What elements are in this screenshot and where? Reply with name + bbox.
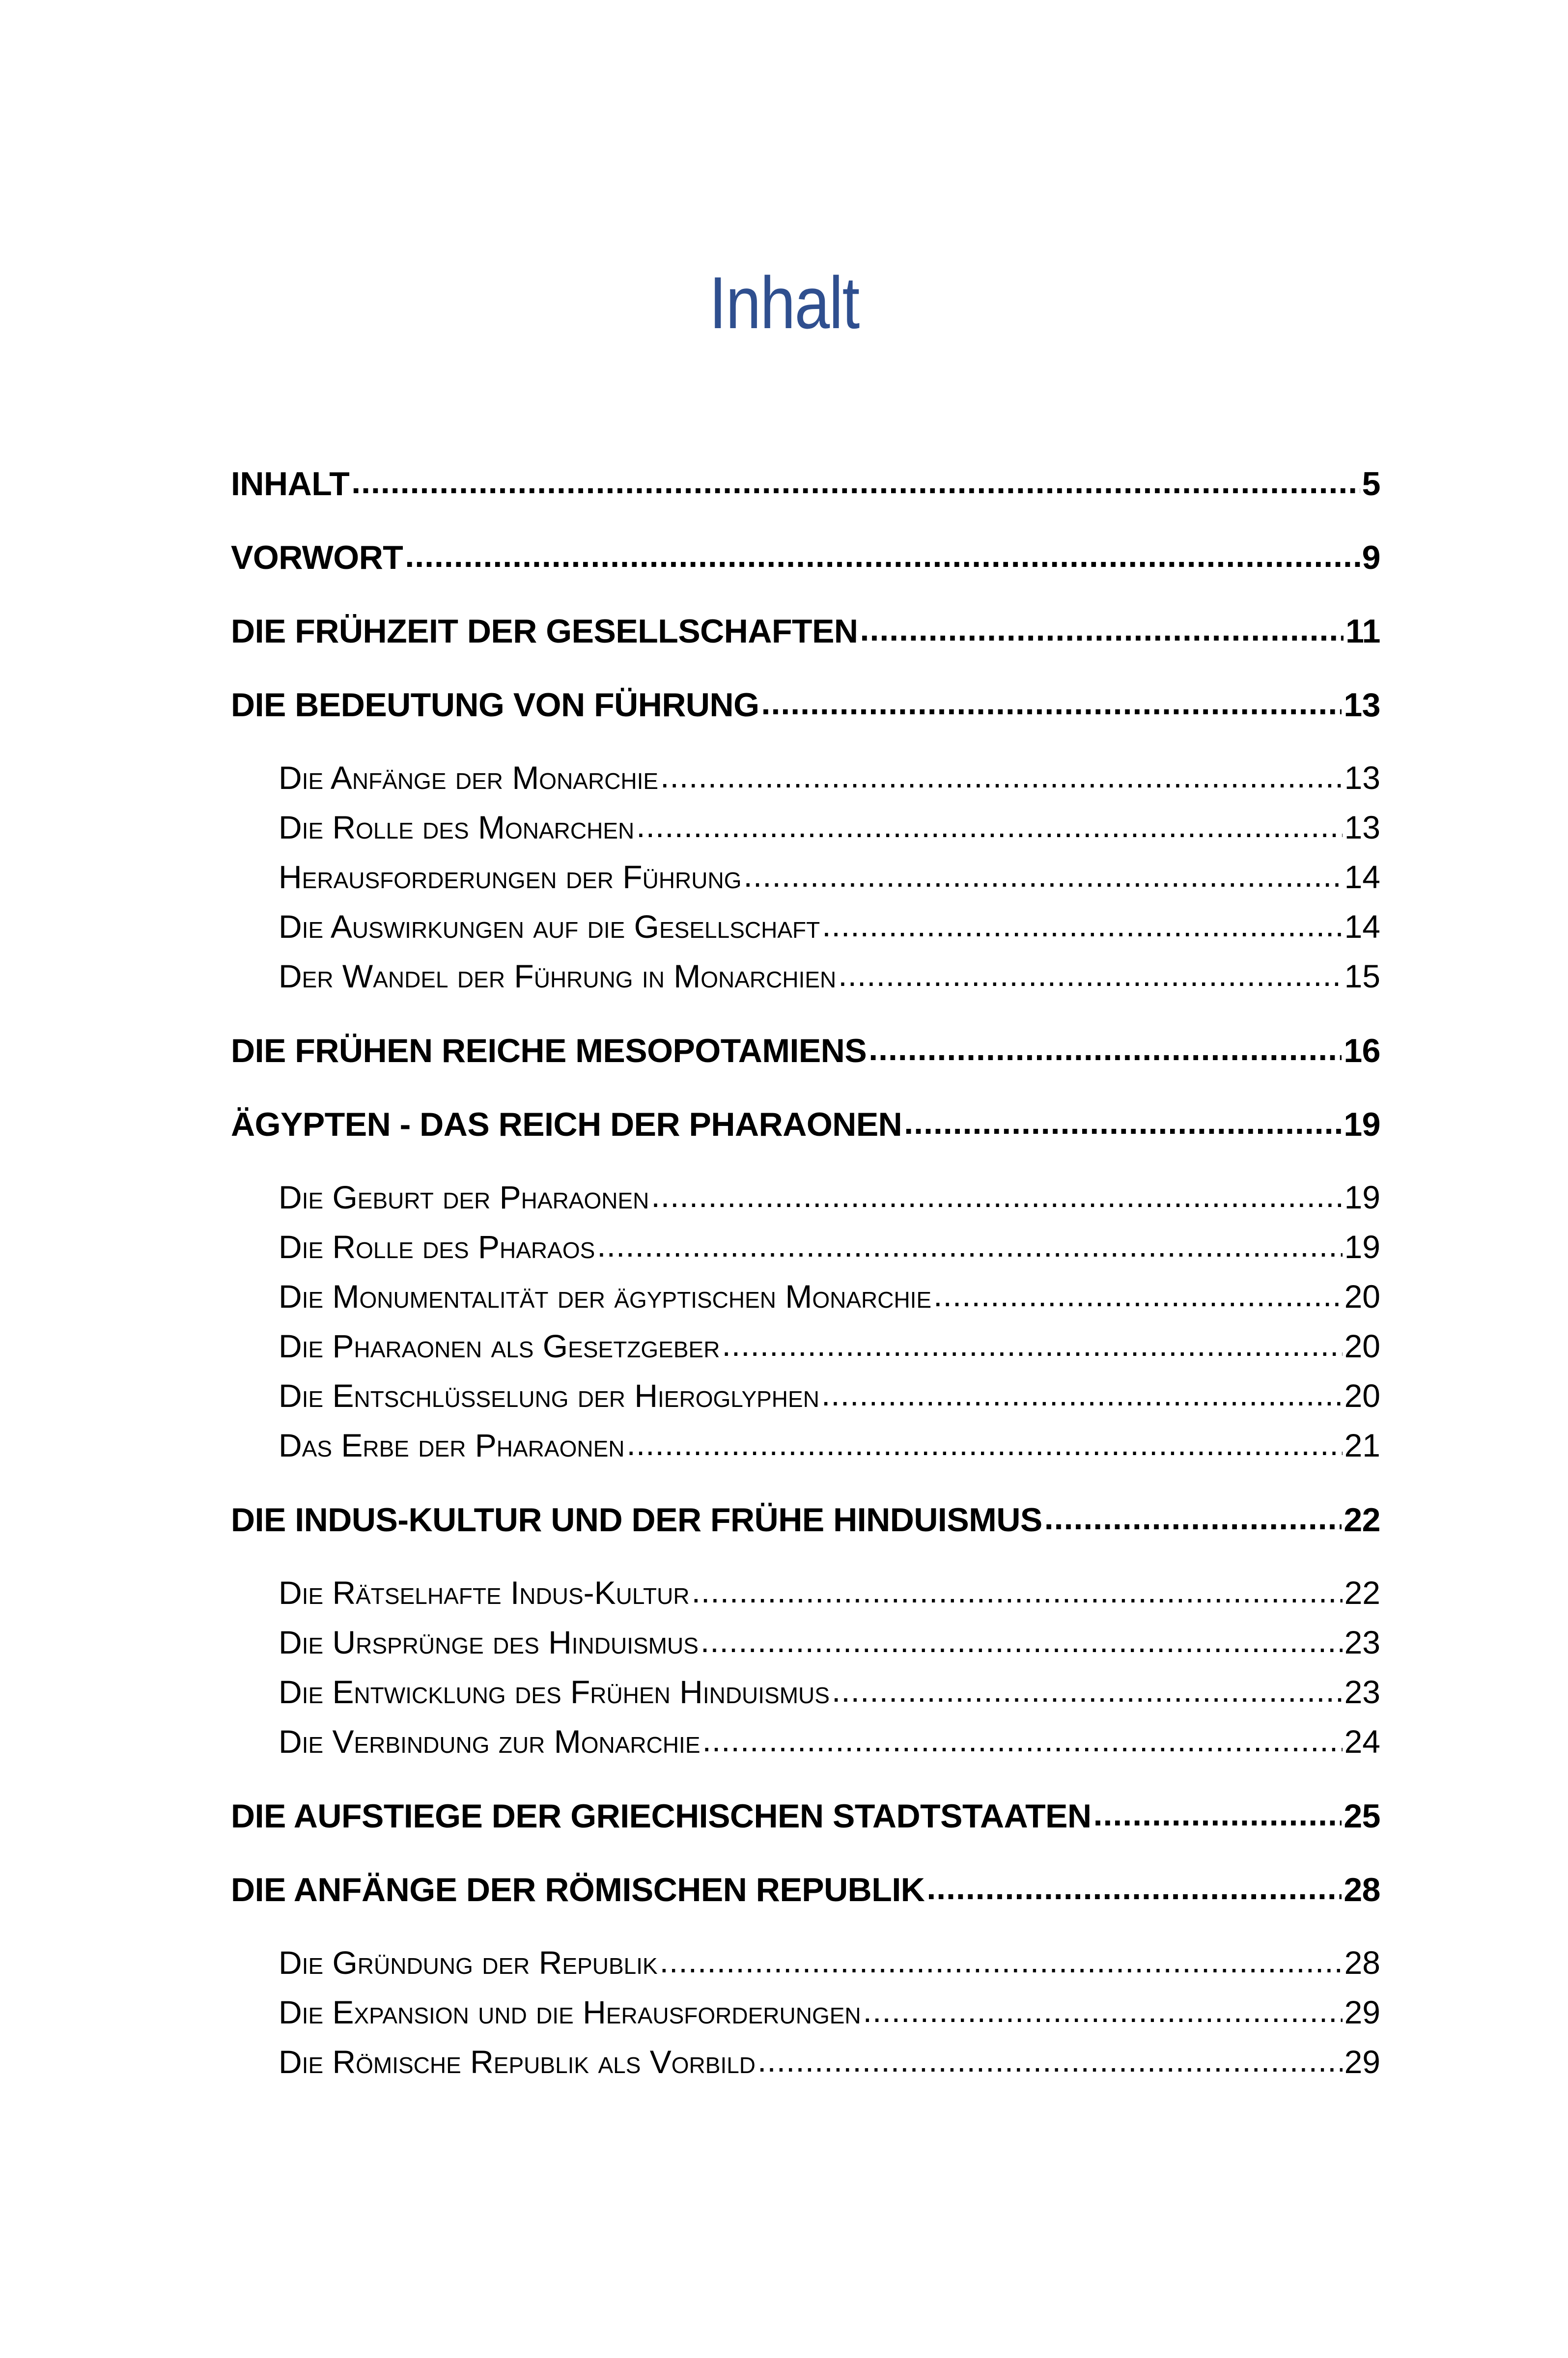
toc-subentry-page: 14 bbox=[1344, 908, 1380, 945]
toc-entry-label: DIE ANFÄNGE DER RÖMISCHEN REPUBLIK bbox=[231, 1871, 925, 1909]
toc-subentry-label: Die Expansion und die Herausforderungen bbox=[279, 1994, 861, 2030]
toc-subentry-page: 20 bbox=[1344, 1278, 1380, 1315]
dot-leader bbox=[692, 1572, 1343, 1604]
toc-entry-page: 11 bbox=[1345, 613, 1380, 650]
dot-leader bbox=[627, 1424, 1343, 1457]
toc-subentry-label: Die Pharaonen als Gesetzgeber bbox=[279, 1328, 720, 1364]
toc-entry[interactable] bbox=[231, 683, 1380, 724]
toc-subentry-page: 21 bbox=[1344, 1427, 1380, 1463]
toc-subentry-label: Die Entwicklung des Frühen Hinduismus bbox=[279, 1674, 830, 1710]
dot-leader bbox=[660, 1941, 1343, 1974]
toc-entry-label: INHALT bbox=[231, 465, 350, 503]
toc-subentry-label: Die Verbindung zur Monarchie bbox=[279, 1723, 700, 1760]
toc-subentry-page: 20 bbox=[1344, 1377, 1380, 1414]
dot-leader bbox=[933, 1275, 1342, 1308]
toc-subentry[interactable] bbox=[279, 955, 1380, 995]
toc-subentry-label: Die Ursprünge des Hinduismus bbox=[279, 1624, 699, 1660]
toc-entry[interactable] bbox=[231, 1868, 1380, 1909]
dot-leader bbox=[1093, 1794, 1342, 1827]
toc-subentry-label: Die Rolle des Monarchen bbox=[279, 809, 635, 845]
toc-entry-label: DIE AUFSTIEGE DER GRIECHISCHEN STADTSTAATEN bbox=[231, 1797, 1092, 1835]
dot-leader bbox=[757, 2041, 1343, 2073]
dot-leader bbox=[868, 1029, 1342, 1062]
toc-subentry-page: 29 bbox=[1344, 2044, 1380, 2080]
toc-subentry-label: Die Auswirkungen auf die Gesellschaft bbox=[279, 908, 820, 945]
toc-subentry-label: Der Wandel der Führung in Monarchien bbox=[279, 958, 837, 994]
toc-entry[interactable] bbox=[231, 1102, 1380, 1144]
toc-subentry[interactable] bbox=[279, 1325, 1380, 1365]
toc-subentry[interactable] bbox=[279, 1621, 1380, 1661]
dot-leader bbox=[405, 535, 1360, 569]
toc-entry-label: DIE INDUS-KULTUR UND DER FRÜHE HINDUISMUS bbox=[231, 1501, 1042, 1539]
toc-subentry-label: Die Römische Republik als Vorbild bbox=[279, 2044, 756, 2080]
toc-entry[interactable] bbox=[231, 1498, 1380, 1539]
toc-subentry[interactable] bbox=[279, 2041, 1380, 2080]
toc-subentry-page: 20 bbox=[1344, 1328, 1380, 1364]
toc-subentry[interactable] bbox=[279, 1572, 1380, 1611]
toc-subentry[interactable] bbox=[279, 856, 1380, 896]
dot-leader bbox=[761, 683, 1342, 716]
toc-subentry-page: 19 bbox=[1344, 1179, 1380, 1215]
toc-subentry-page: 28 bbox=[1344, 1944, 1380, 1981]
toc-entry-label: ÄGYPTEN - DAS REICH DER PHARAONEN bbox=[231, 1106, 902, 1143]
toc-subentry-label: Die Rolle des Pharaos bbox=[279, 1229, 595, 1265]
dot-leader bbox=[651, 1176, 1342, 1208]
dot-leader bbox=[660, 757, 1342, 789]
toc-subentry[interactable] bbox=[279, 905, 1380, 945]
toc-entry-page: 16 bbox=[1344, 1032, 1380, 1069]
toc-subentry-label: Das Erbe der Pharaonen bbox=[279, 1427, 625, 1463]
toc-entry-label: VORWORT bbox=[231, 539, 403, 576]
toc-subentry-label: Die Rätselhafte Indus-Kultur bbox=[279, 1574, 690, 1611]
dot-leader bbox=[926, 1868, 1342, 1901]
toc-subentry[interactable] bbox=[279, 1941, 1380, 1981]
toc-subentry-label: Die Entschlüsselung der Hieroglyphen bbox=[279, 1377, 819, 1414]
toc-subentry-page: 19 bbox=[1344, 1229, 1380, 1265]
toc-subentry[interactable] bbox=[279, 1991, 1380, 2031]
dot-leader bbox=[838, 955, 1342, 987]
toc-subentry-page: 23 bbox=[1344, 1674, 1380, 1710]
toc-entry-label: DIE BEDEUTUNG VON FÜHRUNG bbox=[231, 686, 759, 724]
toc-subentry[interactable] bbox=[279, 806, 1380, 846]
dot-leader bbox=[597, 1226, 1342, 1258]
toc-subentry[interactable] bbox=[279, 1226, 1380, 1265]
toc-subentry[interactable] bbox=[279, 1176, 1380, 1216]
dot-leader bbox=[743, 856, 1342, 888]
toc-subentry-page: 15 bbox=[1344, 958, 1380, 994]
toc-subentry[interactable] bbox=[279, 1424, 1380, 1464]
dot-leader bbox=[821, 1375, 1343, 1407]
toc-subentry-page: 23 bbox=[1344, 1624, 1380, 1660]
dot-leader bbox=[702, 1720, 1343, 1753]
toc-entry-page: 22 bbox=[1344, 1501, 1380, 1539]
page-title: Inhalt bbox=[709, 261, 859, 344]
dot-leader bbox=[863, 1991, 1343, 2023]
toc-entry-page: 25 bbox=[1344, 1797, 1380, 1835]
toc-entry[interactable] bbox=[231, 1794, 1380, 1835]
toc-entry[interactable] bbox=[231, 462, 1380, 503]
dot-leader bbox=[636, 806, 1342, 839]
toc-subentry-page: 14 bbox=[1344, 859, 1380, 895]
dot-leader bbox=[700, 1621, 1343, 1654]
toc-entry[interactable] bbox=[231, 609, 1380, 650]
toc-subentry[interactable] bbox=[279, 1275, 1380, 1315]
toc-subentry-label: Die Monumentalität der ägyptischen Monarchie bbox=[279, 1278, 932, 1315]
dot-leader bbox=[351, 462, 1360, 495]
toc-subentry-page: 13 bbox=[1344, 809, 1380, 845]
dot-leader bbox=[822, 905, 1342, 938]
toc-entry[interactable] bbox=[231, 535, 1380, 577]
toc-subentry[interactable] bbox=[279, 1671, 1380, 1711]
toc-entry-label: DIE FRÜHEN REICHE MESOPOTAMIENS bbox=[231, 1032, 867, 1069]
toc-entry-page: 28 bbox=[1344, 1871, 1380, 1909]
toc-subentry-label: Herausforderungen der Führung bbox=[279, 859, 742, 895]
toc-subentry[interactable] bbox=[279, 1375, 1380, 1414]
toc-entry-page: 13 bbox=[1344, 686, 1380, 724]
toc-subentry-page: 22 bbox=[1344, 1574, 1380, 1611]
toc-entry-label: DIE FRÜHZEIT DER GESELLSCHAFTEN bbox=[231, 613, 858, 650]
toc-subentry[interactable] bbox=[279, 757, 1380, 796]
dot-leader bbox=[832, 1671, 1343, 1703]
toc-entry-page: 5 bbox=[1362, 465, 1380, 503]
toc-subentry-page: 29 bbox=[1344, 1994, 1380, 2030]
dot-leader bbox=[722, 1325, 1342, 1357]
dot-leader bbox=[860, 609, 1344, 643]
toc-subentry-label: Die Geburt der Pharaonen bbox=[279, 1179, 649, 1215]
dot-leader bbox=[1044, 1498, 1342, 1531]
toc-subentry-label: Die Anfänge der Monarchie bbox=[279, 759, 659, 796]
toc-entry-page: 19 bbox=[1344, 1106, 1380, 1143]
toc-entry-page: 9 bbox=[1362, 539, 1380, 576]
toc-subentry-page: 24 bbox=[1344, 1723, 1380, 1760]
toc-subentry-page: 13 bbox=[1344, 759, 1380, 796]
toc-subentry[interactable] bbox=[279, 1720, 1380, 1760]
toc-subentry-label: Die Gründung der Republik bbox=[279, 1944, 658, 1981]
toc-entry[interactable] bbox=[231, 1029, 1380, 1070]
dot-leader bbox=[904, 1102, 1342, 1136]
